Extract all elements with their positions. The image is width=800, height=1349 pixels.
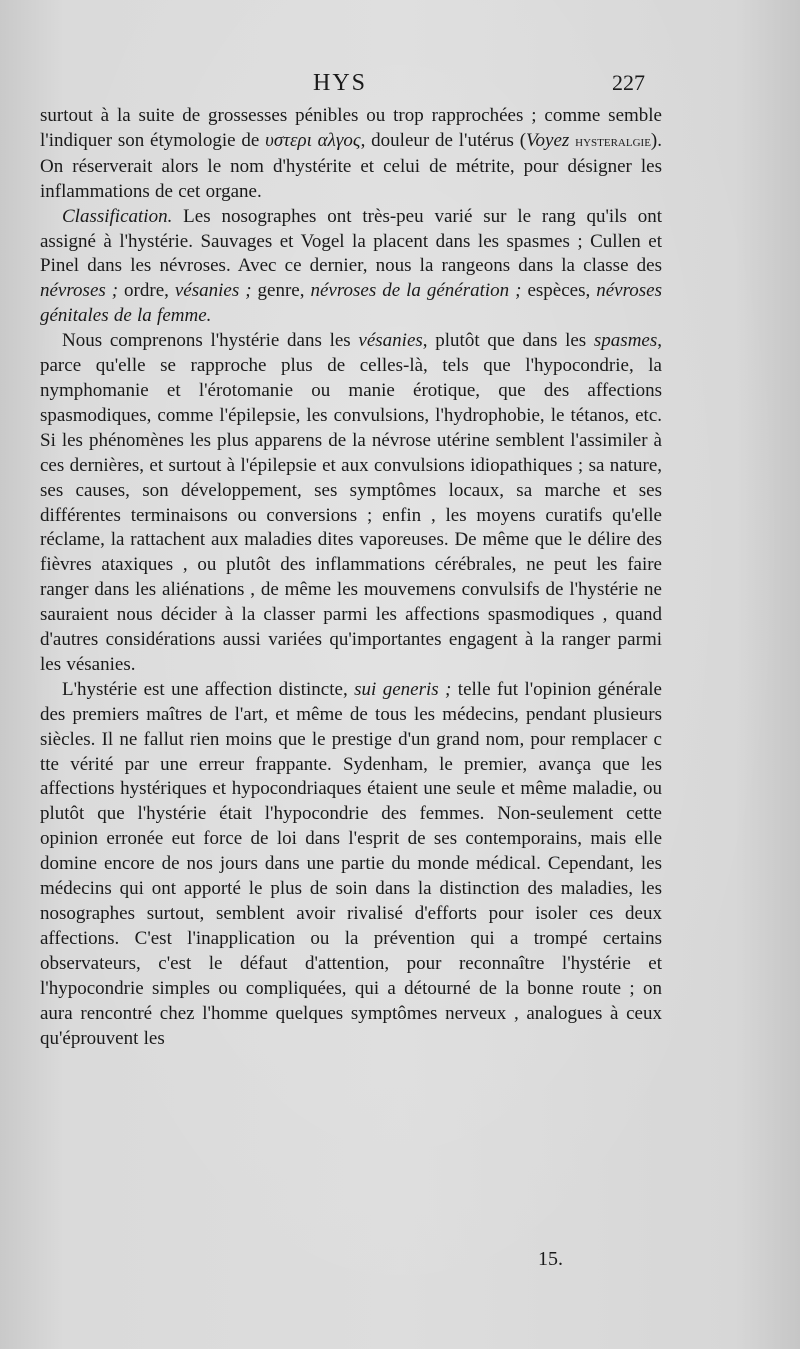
paragraph-1: surtout à la suite de grossesses pénibles ou trop rapprochées ; comme semble l'indiquer son étymologie de υστερι αλγος, douleur de l'utérus (Voyez hysteralgie). On réserverait alors le nom d'hystérite et celui de métrite, pour désigner les inflammations de cet organe.: [40, 105, 662, 202]
paragraph-4: L'hystérie est une affection distincte, sui generis ; telle fut l'opinion générale des premiers maîtres de l'art, et même de tous les médecins, pendant plusieurs siècles. Il ne fallut rien moins que le prestige d'un grand nom, pour remplacer c tte vérité par une erreur frappante. Sydenham, le premier, avança que les affections hystériques et hypocondriaques étaient une seule et même maladie, ou plutôt que l'hystérie était l'hypocondrie des femmes. Non-seulement cette opinion erronée eut force de loi dans l'esprit de ses contemporains, mais elle domine encore de nos jours dans une partie du monde médical. Cependant, les médecins qui ont apporté le plus de soin dans la distinction des maladies, les nosographes surtout, semblent avoir rivalisé d'efforts pour isoler ces deux affections. C'est l'inapplication ou la prévention qui a trompé certains observateurs, c'est le défaut d'attention, pour reconnaître l'hystérie et l'hypocondrie simples ou compliquées, qui a détourné de la bonne route ; on aura rencontré chez l'homme quelques symptômes nerveux , analogues à ceux qu'éprouvent les: [40, 678, 662, 1049]
page-number: 227: [612, 70, 645, 95]
paragraph-3: Nous comprenons l'hystérie dans les vésanies, plutôt que dans les spasmes, parce qu'elle se rapproche plus de celles-là, tels que l'hypocondrie, la nymphomanie et l'érotomanie ou manie érotique, que des affections spasmodiques, comme l'épilepsie, les convulsions, l'hydrophobie, le tétanos, etc. Si les phénomènes les plus apparens de la névrose utérine semblent l'assimiler à ces dernières, et surtout à l'épilepsie et aux convulsions idiopathiques ; sa nature, ses causes, son développement, ses symptômes locaux, sa marche et ses différentes terminaisons ou conversions ; enfin , les moyens curatifs qu'elle réclame, la rattachent aux maladies dites vaporeuses. De même que le délire des fièvres ataxiques , ou plutôt des inflammations cérébrales, ne peut les faire ranger dans les aliénations , de même les mouvemens convulsifs de l'hystérie ne sauraient nous décider à la classer parmi les affections spasmodiques , quand d'autres considérations aussi variées qu'importantes engagent à la ranger parmi les vésanies.: [40, 330, 662, 675]
running-head: HYS: [312, 70, 367, 96]
body-text: [40, 104, 662, 1051]
voyez-ref: Voyez: [526, 129, 570, 151]
page-header: [0, 70, 800, 104]
section-label: Classification.: [62, 205, 173, 227]
signature-mark: 15.: [538, 1248, 563, 1270]
paragraph-classification: Classification. Les nosographes ont très-peu varié sur le rang qu'ils ont assigné à l'hystérie. Sauvages et Vogel la placent dans les spasmes ; Cullen et Pinel dans les névroses. Avec ce dernier, nous la rangeons dans la classe des névroses ; ordre, vésanies ; genre, névroses de la génération ; espèces, névroses génitales de la femme.: [40, 205, 662, 327]
greek-etymology: υστερι αλγος: [265, 129, 361, 151]
cross-reference: hysteralgie: [575, 133, 651, 150]
